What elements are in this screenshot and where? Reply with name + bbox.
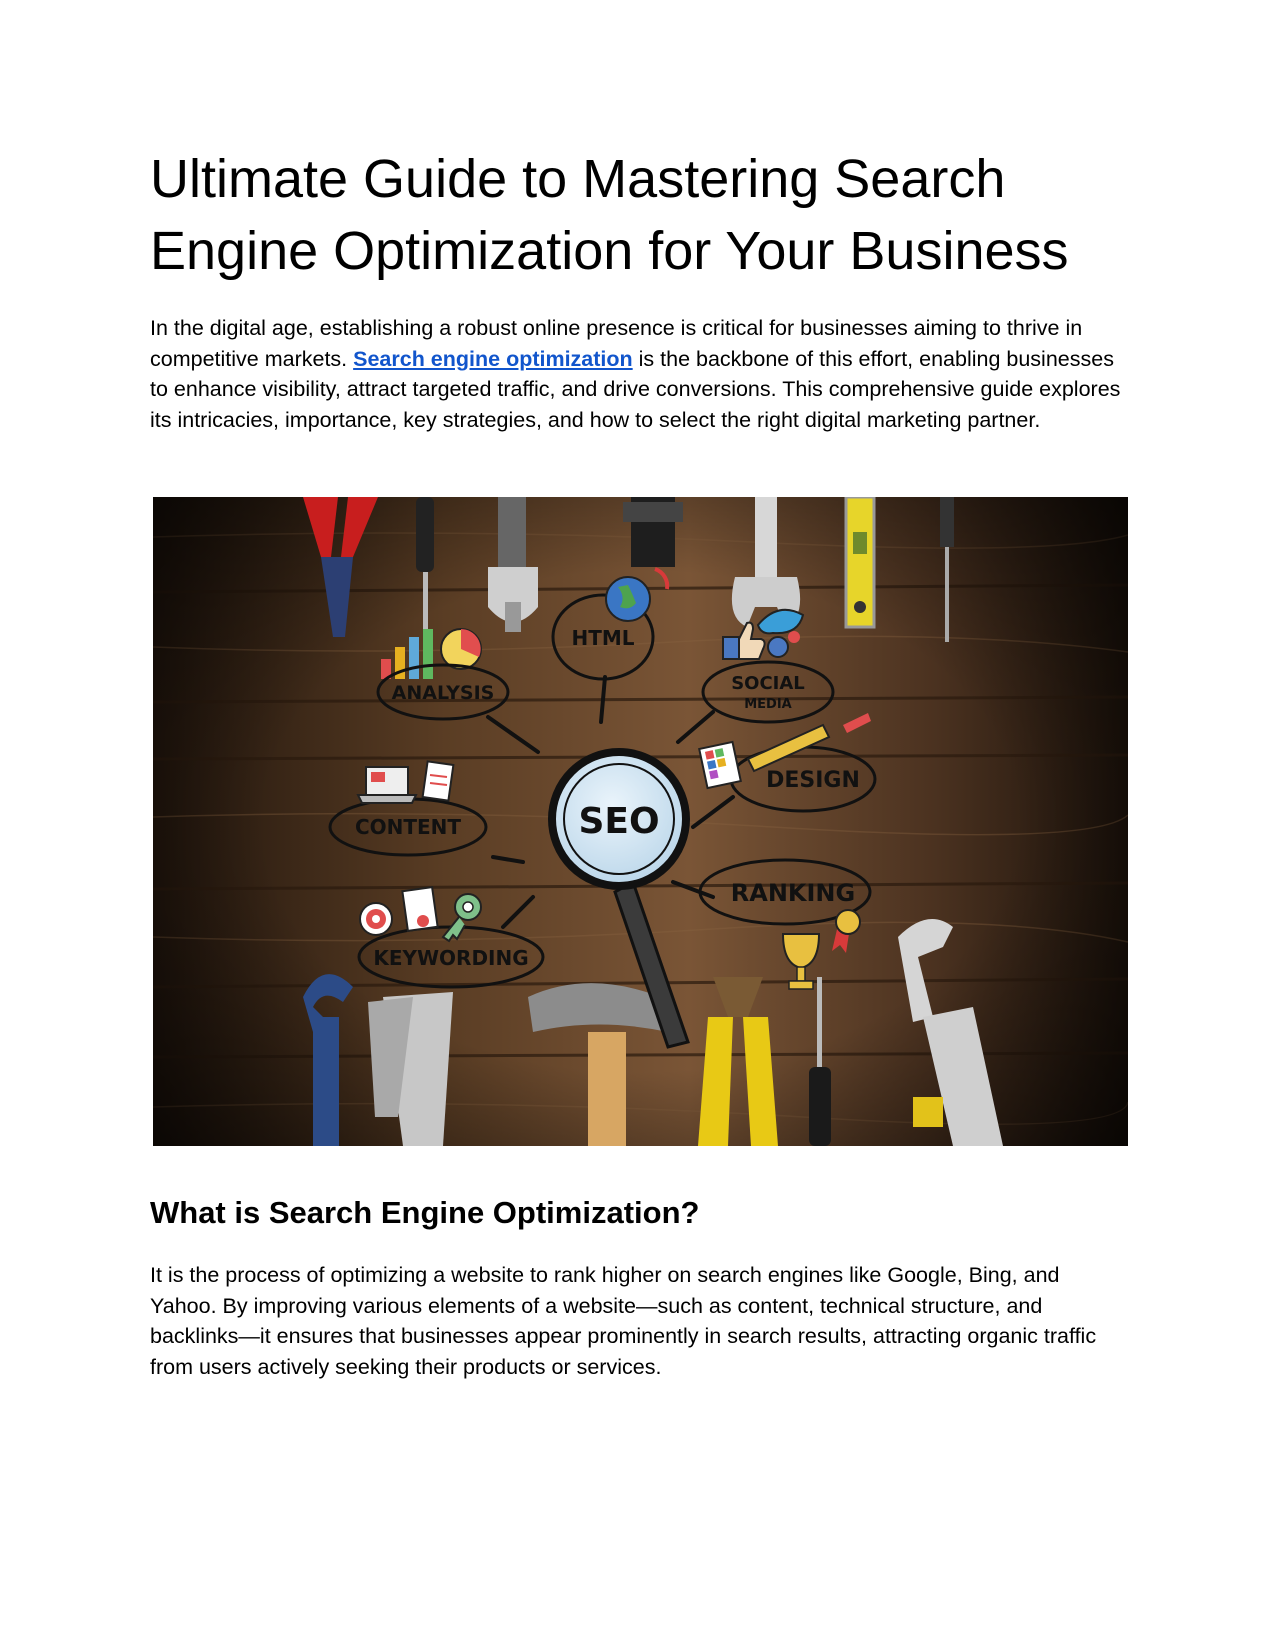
laptop-icon bbox=[358, 767, 416, 803]
seo-center-label: SEO bbox=[578, 801, 660, 842]
pie-chart-icon bbox=[441, 629, 481, 669]
intro-paragraph bbox=[150, 313, 1125, 435]
design-label: DESIGN bbox=[766, 768, 860, 793]
level-top-icon bbox=[846, 497, 874, 627]
intro-text-before: In the digital age, establishing a robust online presence is critical for businesses aiming to thrive in competitive markets. bbox=[150, 316, 1083, 371]
media-label: MEDIA bbox=[744, 697, 792, 712]
keywording-label: KEYWORDING bbox=[373, 946, 529, 970]
content-label: CONTENT bbox=[354, 815, 462, 839]
certificate-icon bbox=[402, 887, 437, 931]
target-icon bbox=[360, 903, 392, 935]
clipboard-icon bbox=[423, 761, 454, 800]
seo-link[interactable]: Search engine optimization bbox=[353, 346, 633, 371]
social-label: SOCIAL bbox=[731, 673, 805, 694]
seo-hero-image bbox=[153, 497, 1128, 1146]
section-heading: What is Search Engine Optimization? bbox=[150, 1195, 700, 1230]
analysis-label: ANALYSIS bbox=[391, 682, 495, 704]
section-paragraph: It is the process of optimizing a website to rank higher on search engines like Google, Bing, and Yahoo. By improving various elements of a website—such as content, technical structure, and backlinks—it ensures that businesses appear prominently in search results, attracting organic traffic from users actively seeking their products or services. bbox=[150, 1263, 1097, 1379]
html-label: HTML bbox=[571, 626, 635, 650]
ranking-label: RANKING bbox=[730, 879, 856, 907]
article-title: Ultimate Guide to Mastering Search Engine Optimization for Your Business bbox=[150, 149, 1069, 281]
intro-text-after: is the backbone of this effort, enabling businesses to enhance visibility, attract targeted traffic, and drive conversions. This comprehensive guide explores its intricacies, importance, key strategies, and how to select the right digital marketing partner. bbox=[150, 346, 1121, 432]
color-palette-icon bbox=[699, 742, 741, 788]
hammer-top-icon bbox=[623, 497, 683, 567]
